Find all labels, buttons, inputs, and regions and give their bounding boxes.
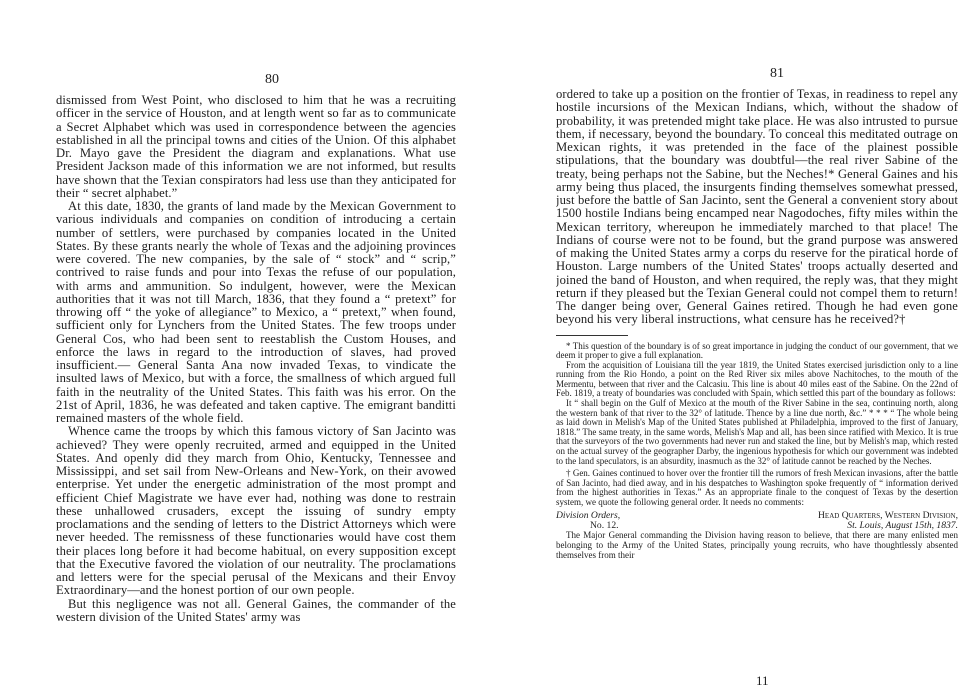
left-page-body (56, 94, 456, 624)
footnote: From the acquisition of Louisiana till the year 1819, the United States exercised jurisdiction only to a line running from the Rio Hondo, a point on the Red River six miles above Nachitoches, to the mouth of the Mermentu, between that river and the Calcasiu. This line is about 40 miles east of the Sabine. On the 22nd of Feb. 1819, a treaty of boundaries was concluded with Spain, which settled this part of the boundary as follows: (556, 359, 958, 399)
footnote: * This question of the boundary is of so great importance in judging the conduct of our government, that we deem it proper to give a full explanation. (556, 340, 958, 361)
footnote: † Gen. Gaines continued to hover over the frontier till the rumors of fresh Mexican invasions, after the battle of San Jacinto, had died away, and in his despatches to Washington spoke frequently of “ information derived from the highest authorities in Texas.” As an appropriate finale to the conquest of Texas by the desertion system, we quote the following general order. It needs no comments: (556, 468, 958, 507)
paragraph: But this negligence was not all. General Gaines, the commander of the western division of the United States' army was (56, 596, 456, 624)
paragraph: At this date, 1830, the grants of land made by the Mexican Government to various individuals and companies on condition of introducing a certain number of settlers, were purchased by companies located in the United States. By these grants nearly the whole of Texas and the adjoining provinces were covered. The new companies, by the sale of “ stock” and “ scrip,” contrived to raise funds and pour into Texas the refuse of our population, with arms and ammunition. So indulgent, however, were the Mexican authorities that it was not till March, 1836, that they found a “ pretext” for throwing off “ the yoke of allegiance” to Mexico, a “ pretext,” when found, sufficient only for Lynchers from the United States. The few troops under General Cos, who had been sent to reestablish the Custom Houses, and enforce the laws in regard to the introduction of slaves, had proved insufficient.— General Santa Ana now invaded Texas, to vindicate the insulted laws of Mexico, but with a force, the smallness of which argued full faith in the neutrality of the United States. This faith was his error. On the 21st of April, 1836, he was defeated and taken captive. The emigrant banditti remained masters of the whole field. (56, 199, 456, 425)
footnotes (556, 342, 958, 561)
footnote-rule (556, 335, 628, 336)
signature-mark: 11 (756, 673, 769, 688)
general-order-heading (556, 511, 958, 532)
right-page (556, 0, 958, 691)
left-page (56, 0, 456, 691)
paragraph: ordered to take up a position on the frontier of Texas, in readiness to repel any hostile incursions of the Mexican Indians, which, without the shadow of probability, it was pretended might take place. He was also intrusted to pursue them, if necessary, beyond the boundary. To conceal this meditated outrage on Mexican rights, it was pretended in the face of the plainest possible stipulations, that the boundary was doubtful—the real river Sabine of the treaty, being perhaps not the Sabine, but the Neches!* General Gaines and his army being thus placed, the insurgents finding themselves somewhat pressed, just before the battle of San Jacinto, sent the General a convenient story about 1500 hostile Indians being encamped near Nagodoches, fifty miles within the Mexican territory, whereupon he immediately marched to that place! The Indians of course were not to be found, but the grand purpose was answered of making the United States army a corps du reserve for the piratical horde of Houston. Large numbers of the United States' troops actually deserted and joined the band of Houston, and when required, the reply was, that they might return if they pleased but the Texian General could not compel them to return! The danger being over, General Gaines retired. Though he had even gone beyond his very liberal instructions, what censure has he received?† (556, 87, 958, 327)
page-number-right: 81 (770, 66, 784, 81)
footnote: It “ shall begin on the Gulf of Mexico at the mouth of the River Sabine in the sea, continuing north, along the western bank of that river to the 32° of latitude. Thence by a line due north, &c.” * * * “ The whole being as laid down in Melish's Map of the United States published at Philadelphia, improved to the first of January, 1818.” The same treaty, in the same words, Melish's Map and all, has been since ratified with Mexico. It is true that the surveyors of the two governments had never run and staked the line, but by Melish's map, which rested on the actual survey of the geographer Darby, the ingenious hypothesis for which our government was indebted to the land speculators, is an absurdity, inasmuch as the 32° of latitude cannot be reached by the Neches. (556, 398, 958, 466)
paragraph: dismissed from West Point, who disclosed to him that he was a recruiting officer in the service of Houston, and at length went so far as to communicate a Secret Alphabet which was used in correspondence between the agencies established in all the principal towns and cities of the Union. Of this alphabet Dr. Mayo gave the President the diagram and explanations. What use President Jackson made of this information we are not informed, but results have shown that the Texian conspirators had less use than they anticipated for their “ secret alphabet.” (56, 93, 456, 200)
page-number-left: 80 (265, 72, 279, 87)
right-page-body (556, 88, 958, 327)
paragraph: Whence came the troops by which this famous victory of San Jacinto was achieved? They were openly recruited, armed and equipped in the United States. And openly did they march from Ohio, Kentucky, Tennessee and Mississippi, and set sail from New-Orleans and New-York, on their avowed enterprise. Yet under the energetic administration of the most prompt and efficient Chief Magistrate we have ever had, nothing was done to restrain these unhallowed crusaders, except the issuing of sundry empty proclamations and the sending of letters to the District Attorneys which were never heeded. The remissness of these functionaries would have cost them their places long before it had become habitual, on every supposition except that the Executive favored the violation of our neutrality. The proclamations and letters were for the special perusal of the Mexicans and their Envoy Extraordinary—and the honest portion of our own people. (56, 424, 456, 598)
order-number: No. 12. (590, 520, 619, 531)
order-division: Division Orders, (556, 509, 621, 521)
order-place-date: St. Louis, August 15th, 1837. (847, 520, 958, 531)
order-headquarters: Head Quarters, Western Division, (817, 509, 958, 521)
footnote: The Major General commanding the Division having reason to believe, that there are many enlisted men belonging to the Army of the United States, principally young recruits, who have thoughtlessly absented themselves from their (556, 530, 958, 560)
